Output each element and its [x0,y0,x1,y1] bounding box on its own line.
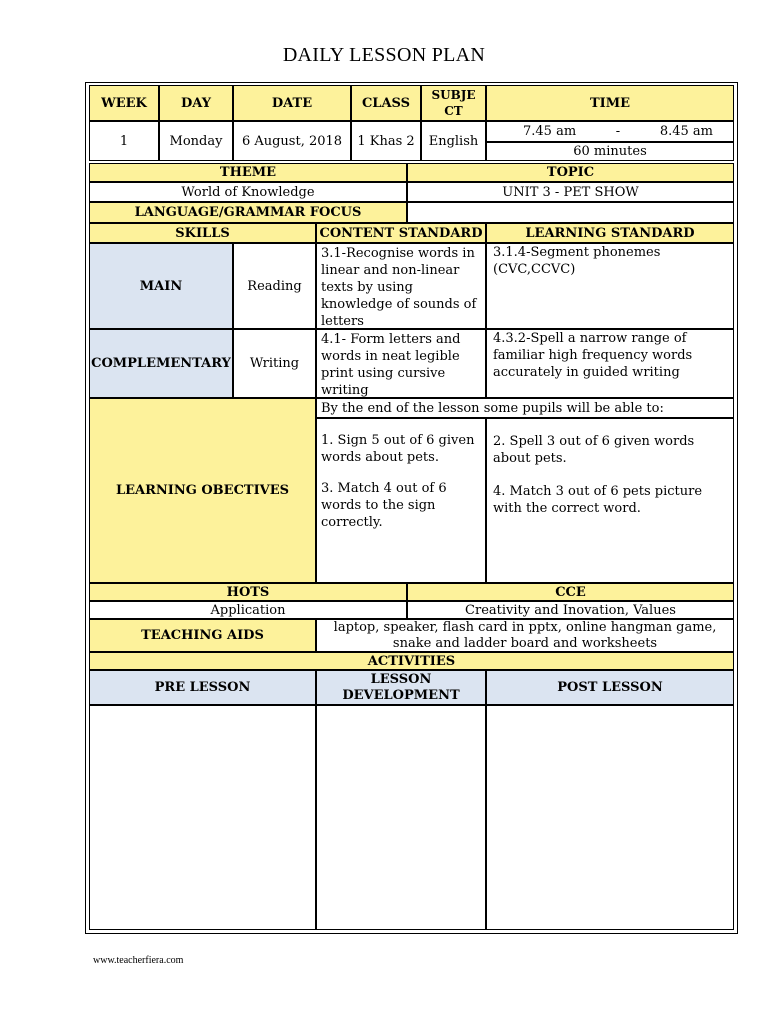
duration: 60 minutes [486,142,734,161]
subject-header [421,85,486,121]
time-end: 8.45 am [659,124,713,139]
language-focus-header: LANGUAGE/GRAMMAR FOCUS [89,202,407,223]
language-focus-value [407,202,734,223]
class-header: CLASS [351,85,421,121]
complementary-skill-label: COMPLEMENTARY [89,329,233,398]
page-title: DAILY LESSON PLAN [282,44,486,66]
date-header: DATE [233,85,351,121]
day-header: DAY [159,85,233,121]
cce-header: CCE [407,583,734,601]
theme-value: World of Knowledge [89,182,407,202]
text-line: words in neat legible [321,349,460,364]
time-start: 7.45 am [523,124,577,139]
text-line: 3. Match 4 out of 6 [321,481,447,496]
hots-value: Application [89,601,407,619]
week-header: WEEK [89,85,159,121]
lesson-development-body [316,705,486,930]
time-range [486,121,734,142]
content-standard-header: CONTENT STANDARD [316,223,486,243]
time-separator: - [615,124,621,139]
day-value: Monday [159,121,233,161]
text-line: texts by using [321,280,413,295]
main-learning-standard [486,243,734,329]
teaching-aids-value [316,619,734,652]
text-line: 3.1.4-Segment phonemes [493,245,661,260]
text-line: letters [321,314,364,329]
text-line: 1. Sign 5 out of 6 given [321,433,475,448]
learning-standard-header: LEARNING STANDARD [486,223,734,243]
text-line: (CVC,CCVC) [493,262,576,277]
objectives-intro: By the end of the lesson some pupils will be able to: [316,398,734,418]
main-skill-value: Reading [233,243,316,329]
text-line: DEVELOPMENT [342,687,460,703]
complementary-skill-value: Writing [233,329,316,398]
text-line: writing [321,383,369,398]
text-line: 3.1-Recognise words in [321,246,475,261]
text-line: print using cursive [321,366,446,381]
text-line: linear and non-linear [321,263,460,278]
objectives-right [486,418,734,583]
activities-header: ACTIVITIES [89,652,734,670]
complementary-learning-standard [486,329,734,398]
text-line: snake and ladder board and worksheets [392,635,658,651]
text-line: 4.1- Form letters and [321,332,461,347]
text-line: 2. Spell 3 out of 6 given words [493,434,695,449]
teaching-aids-label: TEACHING AIDS [89,619,316,652]
text-line: familiar high frequency words [493,348,693,363]
pre-lesson-header: PRE LESSON [89,670,316,705]
subject-header-line1: SUBJE [431,88,476,102]
hots-header: HOTS [89,583,407,601]
text-line: with the correct word. [493,501,641,516]
text-line: about pets. [493,451,567,466]
skills-header: SKILLS [89,223,316,243]
class-value: 1 Khas 2 [351,121,421,161]
text-line: accurately in guided writing [493,365,680,380]
objectives-left [316,418,486,583]
topic-value: UNIT 3 - PET SHOW [407,182,734,202]
text-line: words to the sign [321,498,436,513]
lesson-development-header [316,670,486,705]
post-lesson-body [486,705,734,930]
text-line: correctly. [321,515,383,530]
subject-header-line2: CT [444,104,463,118]
main-skill-label: MAIN [89,243,233,329]
date-value: 6 August, 2018 [233,121,351,161]
text-line: 4.3.2-Spell a narrow range of [493,331,687,346]
main-content-standard [316,243,486,329]
cce-value: Creativity and Inovation, Values [407,601,734,619]
time-header: TIME [486,85,734,121]
text-line: knowledge of sounds of [321,297,477,312]
week-value: 1 [89,121,159,161]
pre-lesson-body [89,705,316,930]
topic-header: TOPIC [407,163,734,182]
learning-objectives-label: LEARNING OBECTIVES [89,398,316,583]
text-line: LESSON [370,671,432,687]
text-line: laptop, speaker, flash card in pptx, online hangman game, [333,619,717,635]
subject-value: English [421,121,486,161]
text-line: words about pets. [321,450,439,465]
text-line: 4. Match 3 out of 6 pets picture [493,484,703,499]
post-lesson-header: POST LESSON [486,670,734,705]
footer-url: www.teacherfiera.com [93,955,184,966]
theme-header: THEME [89,163,407,182]
complementary-content-standard [316,329,486,398]
